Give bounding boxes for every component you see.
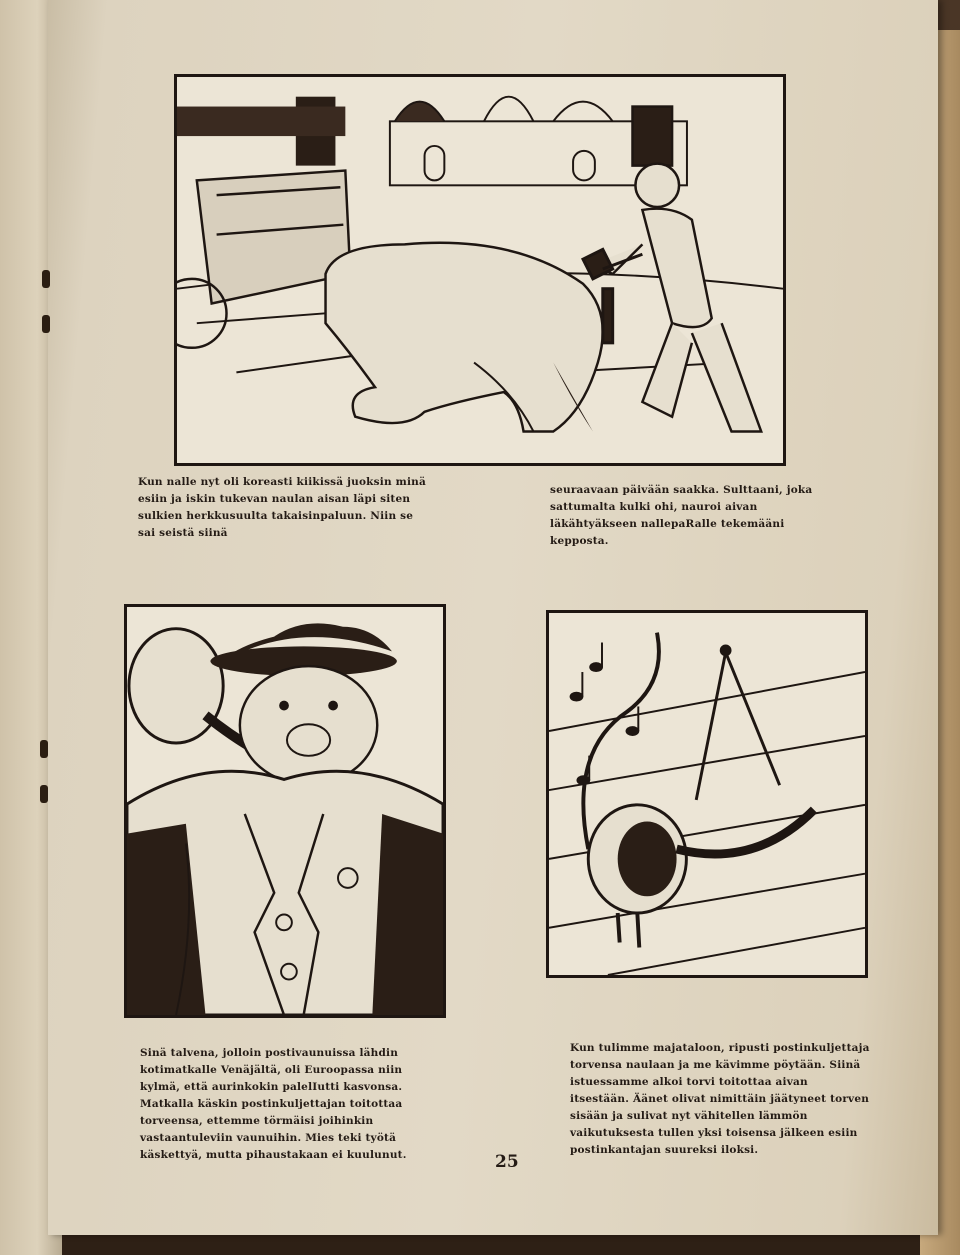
horn-wall-drawing	[549, 613, 865, 975]
caption-panel3: Kun tulimme majataloon, ripusti postinkuljettaja torvensa naulaan ja me kävimme pöytään. Siinä istuessamme alkoi torvi toitottaa aivan itsestään. Äänet olivat nimittäin jäätyneet torven sisään ja sulivat nyt vähitellen lämmön vaikutuksesta tullen yksi toisensa jälkeen esiin postinkantajan suureksi iloksi.	[570, 1042, 870, 1156]
caption-panel1-right: seuraavaan päivään saakka. Sulttaani, joka sattumalta kulki ohi, nauroi aivan läkähtyäkseen nallepaRalle tekemääni kepposta.	[550, 484, 813, 547]
binding-hole	[40, 785, 48, 803]
caption-panel1-left: Kun nalle nyt oli koreasti kiikissä juoksin minä esiin ja iskin tukevan naulan aisan läpi siten sulkien herkkusuulta takaisinpaluun. Niin se sai seistä siinä	[138, 476, 426, 539]
binding-hole	[42, 270, 50, 288]
illustration-horn-on-wall	[546, 610, 868, 978]
postman-drawing	[127, 607, 443, 1015]
page-number: 25	[495, 1152, 519, 1172]
binding-hole	[40, 740, 48, 758]
illustration-bear-cart	[174, 74, 786, 466]
bear-cart-drawing	[177, 77, 783, 463]
binding-hole	[42, 315, 50, 333]
caption-panel2: Sinä talvena, jolloin postivaunuissa lähdin kotimatkalle Venäjältä, oli Euroopassa niin kylmä, että aurinkokin palelIutti kasvonsa. Matkalla käskin postinkuljettajan toitottaa torveensa, ettemme törmäisi joihinkin vastaantuleviin vaunuihin. Mies teki työtä käskettyä, mutta pihaustakaan ei kuulunut.	[140, 1047, 407, 1161]
illustration-postman-horn	[124, 604, 446, 1018]
